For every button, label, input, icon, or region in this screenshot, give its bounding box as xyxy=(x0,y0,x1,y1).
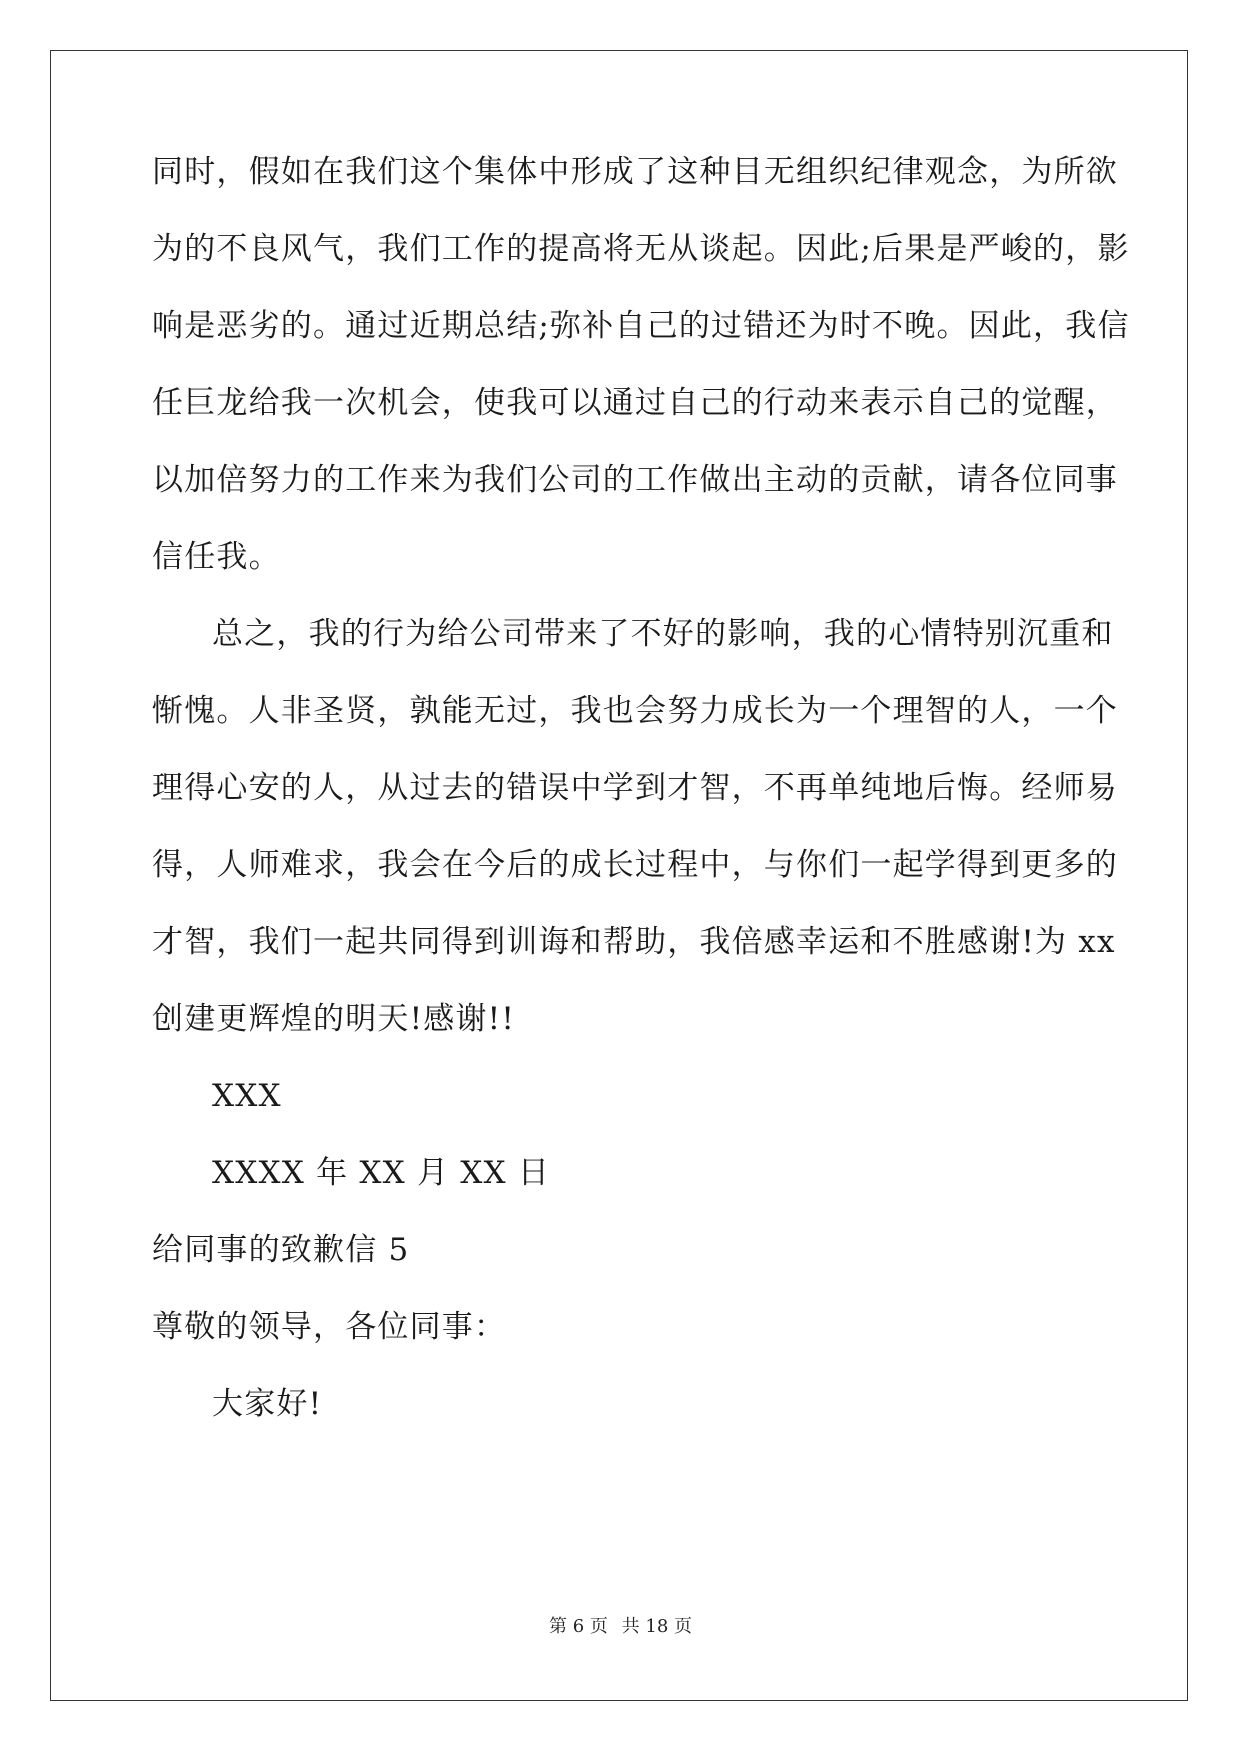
greeting: 大家好! xyxy=(212,1386,323,1422)
page-total: 共 18 页 xyxy=(621,1616,692,1637)
paragraph-line: 惭愧。人非圣贤，孰能无过，我也会努力成长为一个理智的人，一个 xyxy=(152,693,1118,729)
signature-date: XXXX 年 XX 月 XX 日 xyxy=(212,1155,551,1191)
paragraph-line: 为的不良风气，我们工作的提高将无从谈起。因此;后果是严峻的，影 xyxy=(152,231,1130,267)
paragraph-line: 响是恶劣的。通过近期总结;弥补自己的过错还为时不晚。因此，我信 xyxy=(152,308,1130,344)
page-footer xyxy=(0,1612,1241,1638)
page-number: 第 6 页 xyxy=(549,1616,608,1637)
paragraph-line: 得，人师难求，我会在今后的成长过程中，与你们一起学得到更多的 xyxy=(152,847,1118,883)
paragraph-line: 总之，我的行为给公司带来了不好的影响，我的心情特别沉重和 xyxy=(212,616,1114,652)
paragraph-line: 任巨龙给我一次机会，使我可以通过自己的行动来表示自己的觉醒， xyxy=(152,385,1118,421)
paragraph-line: 创建更辉煌的明天!感谢!! xyxy=(152,1001,515,1037)
salutation: 尊敬的领导，各位同事： xyxy=(152,1309,507,1345)
paragraph-line: 以加倍努力的工作来为我们公司的工作做出主动的贡献，请各位同事 xyxy=(152,462,1118,498)
paragraph-line: 同时，假如在我们这个集体中形成了这种目无组织纪律观念，为所欲 xyxy=(152,154,1118,190)
paragraph-line: 才智，我们一起共同得到训诲和帮助，我倍感幸运和不胜感谢!为 xx xyxy=(152,924,1116,960)
paragraph-line: 信任我。 xyxy=(152,539,281,575)
signature-name: XXX xyxy=(212,1078,282,1114)
paragraph-line: 理得心安的人，从过去的错误中学到才智，不再单纯地后悔。经师易 xyxy=(152,770,1118,806)
section-title: 给同事的致歉信 5 xyxy=(152,1232,410,1268)
